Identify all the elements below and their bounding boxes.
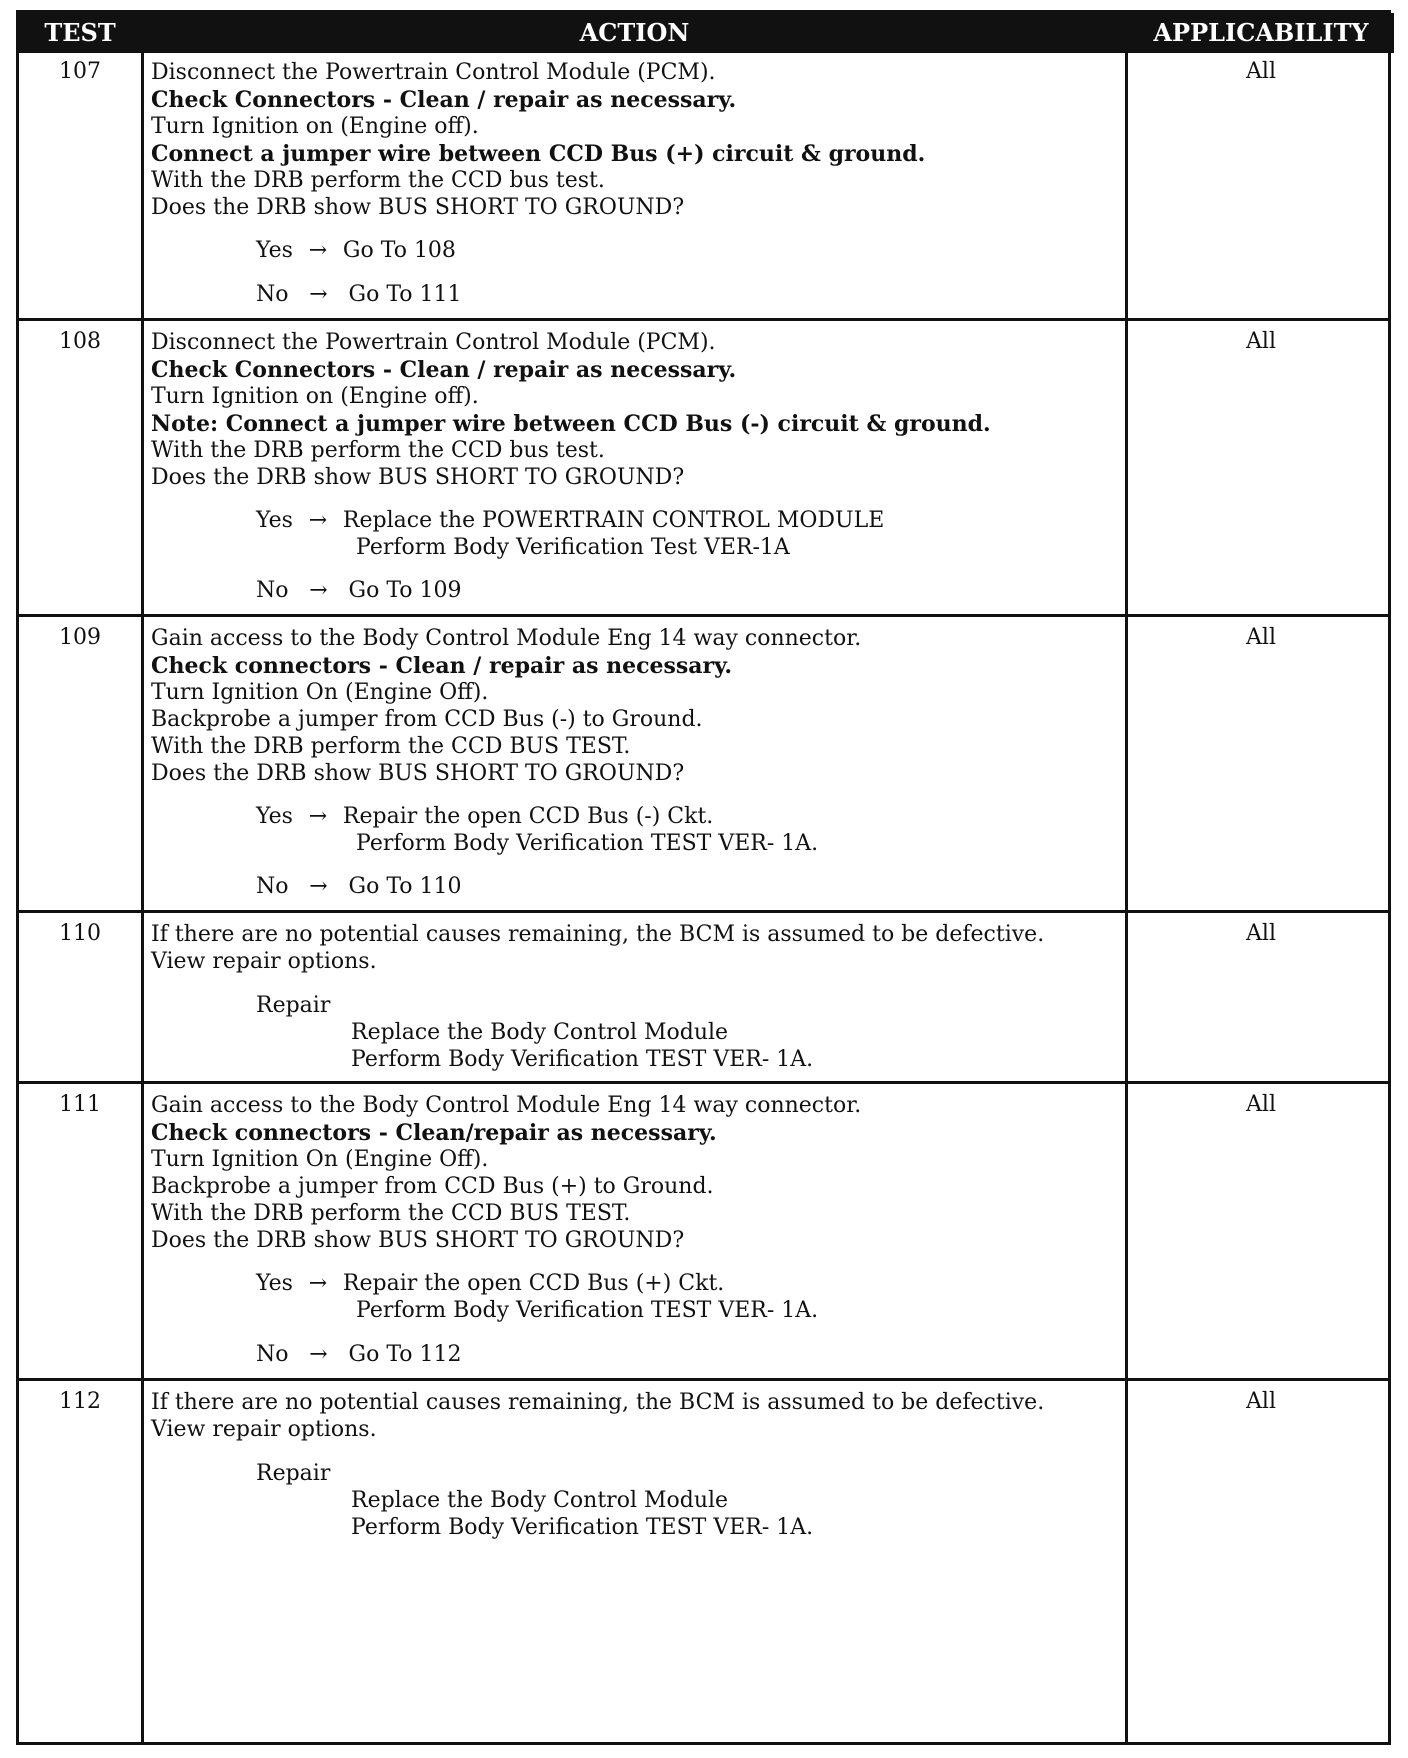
yes-label: Yes bbox=[256, 1271, 293, 1296]
no-branch bbox=[256, 281, 462, 309]
header-applicability: APPLICABILITY bbox=[1128, 13, 1394, 53]
yes-result-line-2: Perform Body Verification TEST VER- 1A. bbox=[356, 831, 819, 856]
action-line: Backprobe a jumper from CCD Bus (-) to Ground. bbox=[151, 707, 703, 732]
applicability-value: All bbox=[1246, 329, 1276, 354]
action-line: With the DRB perform the CCD bus test. bbox=[151, 438, 605, 463]
applicability-value: All bbox=[1246, 1092, 1276, 1117]
action-line-bold: Check connectors - Clean/repair as necessary. bbox=[151, 1120, 717, 1146]
no-label: No bbox=[256, 282, 289, 307]
arrow-icon: → bbox=[308, 1271, 328, 1296]
column-divider bbox=[1125, 13, 1128, 1742]
action-line: Turn Ignition on (Engine off). bbox=[151, 384, 479, 409]
arrow-icon: → bbox=[309, 874, 328, 899]
yes-branch bbox=[256, 803, 713, 831]
row-divider bbox=[19, 614, 1388, 617]
action-line-bold: Check Connectors - Clean / repair as necessary. bbox=[151, 357, 737, 383]
action-line-bold: Note: Connect a jumper wire between CCD Bus (-) circuit & ground. bbox=[151, 411, 991, 437]
action-line: Turn Ignition On (Engine Off). bbox=[151, 1147, 489, 1172]
yes-result: Repair the open CCD Bus (-) Ckt. bbox=[342, 804, 714, 829]
test-number: 112 bbox=[59, 1389, 101, 1414]
applicability-value: All bbox=[1246, 59, 1276, 84]
no-label: No bbox=[256, 578, 289, 603]
header-test: TEST bbox=[19, 13, 141, 53]
no-branch bbox=[256, 873, 462, 901]
action-line: Does the DRB show BUS SHORT TO GROUND? bbox=[151, 465, 685, 490]
no-branch bbox=[256, 577, 462, 605]
repair-line: Perform Body Verification TEST VER- 1A. bbox=[351, 1515, 814, 1540]
test-number: 111 bbox=[59, 1092, 101, 1117]
test-number: 108 bbox=[59, 329, 101, 354]
action-line: If there are no potential causes remaining, the BCM is assumed to be defective. bbox=[151, 1390, 1045, 1415]
action-line-bold: Check Connectors - Clean / repair as necessary. bbox=[151, 87, 737, 113]
row-divider bbox=[19, 318, 1388, 321]
no-branch bbox=[256, 1341, 462, 1369]
action-line: Does the DRB show BUS SHORT TO GROUND? bbox=[151, 1228, 685, 1253]
yes-result: Replace the POWERTRAIN CONTROL MODULE bbox=[342, 508, 885, 533]
action-line: If there are no potential causes remaining, the BCM is assumed to be defective. bbox=[151, 922, 1045, 947]
test-number: 110 bbox=[59, 921, 101, 946]
action-line: With the DRB perform the CCD BUS TEST. bbox=[151, 734, 631, 759]
arrow-icon: → bbox=[308, 804, 328, 829]
test-number: 107 bbox=[59, 59, 101, 84]
action-line: Disconnect the Powertrain Control Module (PCM). bbox=[151, 330, 716, 355]
yes-label: Yes bbox=[256, 804, 293, 829]
arrow-icon: → bbox=[309, 578, 328, 603]
arrow-icon: → bbox=[308, 508, 328, 533]
repair-label: Repair bbox=[256, 993, 331, 1018]
action-line: Does the DRB show BUS SHORT TO GROUND? bbox=[151, 195, 685, 220]
header-action: ACTION bbox=[144, 13, 1125, 53]
yes-result: Go To 108 bbox=[342, 238, 456, 263]
action-line: Gain access to the Body Control Module Eng 14 way connector. bbox=[151, 1093, 862, 1118]
test-number: 109 bbox=[59, 625, 101, 650]
yes-result-line-2: Perform Body Verification Test VER-1A bbox=[356, 535, 790, 560]
repair-line: Perform Body Verification TEST VER- 1A. bbox=[351, 1047, 814, 1072]
action-line-bold: Connect a jumper wire between CCD Bus (+) circuit & ground. bbox=[151, 141, 926, 167]
test-procedure-table bbox=[16, 10, 1391, 1745]
row-divider bbox=[19, 1081, 1388, 1084]
yes-branch bbox=[256, 507, 884, 535]
no-result: Go To 111 bbox=[348, 282, 462, 307]
no-label: No bbox=[256, 1342, 289, 1367]
yes-label: Yes bbox=[256, 508, 293, 533]
action-line: Backprobe a jumper from CCD Bus (+) to Ground. bbox=[151, 1174, 714, 1199]
action-line: Turn Ignition On (Engine Off). bbox=[151, 680, 489, 705]
action-line: View repair options. bbox=[151, 949, 377, 974]
action-line: Does the DRB show BUS SHORT TO GROUND? bbox=[151, 761, 685, 786]
no-result: Go To 112 bbox=[348, 1342, 462, 1367]
action-line: View repair options. bbox=[151, 1417, 377, 1442]
action-line-bold: Check connectors - Clean / repair as necessary. bbox=[151, 653, 733, 679]
column-divider bbox=[141, 13, 144, 1742]
yes-result: Repair the open CCD Bus (+) Ckt. bbox=[342, 1271, 725, 1296]
yes-result-line-2: Perform Body Verification TEST VER- 1A. bbox=[356, 1298, 819, 1323]
arrow-icon: → bbox=[309, 282, 328, 307]
no-result: Go To 109 bbox=[348, 578, 462, 603]
action-line: With the DRB perform the CCD BUS TEST. bbox=[151, 1201, 631, 1226]
repair-line: Replace the Body Control Module bbox=[351, 1488, 729, 1513]
repair-line: Replace the Body Control Module bbox=[351, 1020, 729, 1045]
row-divider bbox=[19, 1378, 1388, 1381]
yes-branch bbox=[256, 237, 456, 265]
action-line: Disconnect the Powertrain Control Module (PCM). bbox=[151, 60, 716, 85]
yes-label: Yes bbox=[256, 238, 293, 263]
arrow-icon: → bbox=[308, 238, 328, 263]
yes-branch bbox=[256, 1270, 724, 1298]
action-line: With the DRB perform the CCD bus test. bbox=[151, 168, 605, 193]
action-line: Gain access to the Body Control Module Eng 14 way connector. bbox=[151, 626, 862, 651]
no-label: No bbox=[256, 874, 289, 899]
applicability-value: All bbox=[1246, 1389, 1276, 1414]
no-result: Go To 110 bbox=[348, 874, 462, 899]
applicability-value: All bbox=[1246, 921, 1276, 946]
applicability-value: All bbox=[1246, 625, 1276, 650]
repair-label: Repair bbox=[256, 1461, 331, 1486]
action-line: Turn Ignition on (Engine off). bbox=[151, 114, 479, 139]
arrow-icon: → bbox=[309, 1342, 328, 1367]
row-divider bbox=[19, 910, 1388, 913]
